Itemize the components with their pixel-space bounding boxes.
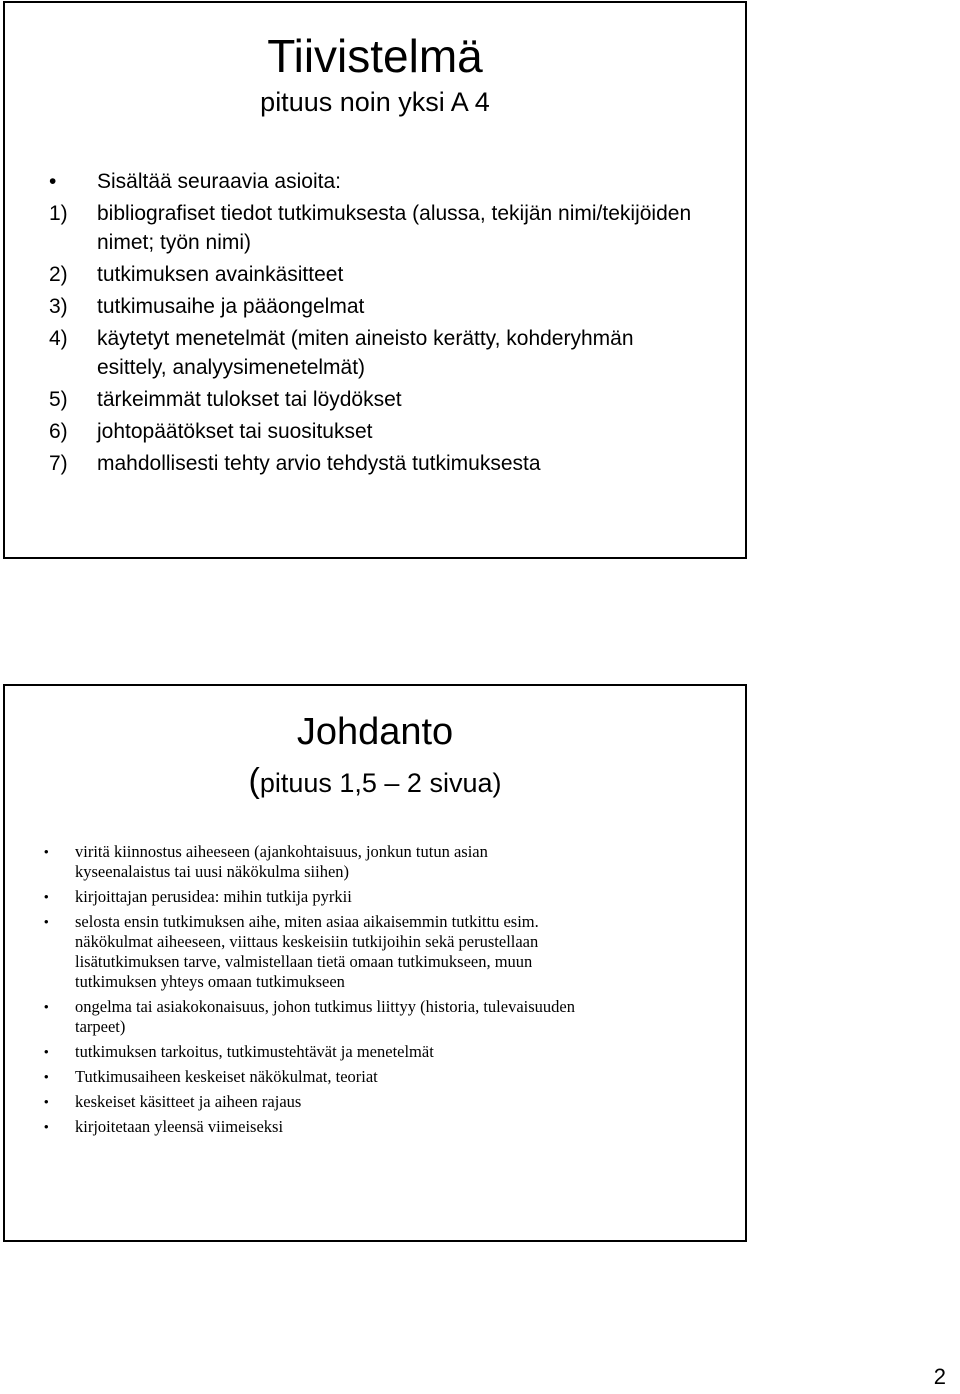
- list-item-text: keskeiset käsitteet ja aiheen rajaus: [75, 1092, 302, 1111]
- list-marker: 4): [49, 327, 68, 350]
- subtitle-paren: (: [248, 762, 260, 800]
- list-item-text: tärkeimmät tulokset tai löydökset: [97, 388, 402, 411]
- contents-list: [5, 167, 745, 481]
- bullet-icon: •: [44, 889, 49, 904]
- bullet-icon: •: [44, 914, 49, 929]
- bullet-icon: •: [44, 844, 49, 859]
- list-marker: 6): [49, 420, 68, 443]
- list-item-text: viritä kiinnostus aiheeseen (ajankohtaisuus, jonkun tutun asian kyseenalaistus tai uusi näkökulma siihen): [75, 842, 488, 881]
- list-item: [5, 324, 745, 382]
- list-item: [5, 292, 745, 321]
- list-item: [5, 997, 745, 1037]
- slide-title: Tiivistelmä: [267, 30, 483, 82]
- bullet-icon: •: [44, 1119, 49, 1134]
- list-item-text: käytetyt menetelmät (miten aineisto kerätty, kohderyhmän esittely, analyysimenetelmät): [97, 327, 634, 379]
- list-item-text: bibliografiset tiedot tutkimuksesta (alussa, tekijän nimi/tekijöiden nimet; työn nimi): [97, 202, 692, 254]
- list-item: [5, 887, 745, 907]
- bullet-icon: •: [44, 1094, 49, 1109]
- list-item: [5, 417, 745, 446]
- list-marker: 2): [49, 263, 68, 286]
- list-marker: 1): [49, 202, 68, 225]
- list-item: [5, 260, 745, 289]
- bullet-icon: •: [44, 1069, 49, 1084]
- list-item-text: johtopäätökset tai suositukset: [97, 420, 373, 443]
- bullet-icon: •: [44, 999, 49, 1014]
- list-item: [5, 912, 745, 992]
- list-item-text: Sisältää seuraavia asioita:: [97, 170, 341, 193]
- list-item: [5, 199, 745, 257]
- list-item-text: Tutkimusaiheen keskeiset näkökulmat, teoriat: [75, 1067, 378, 1086]
- subtitle-text: pituus 1,5 – 2 sivua): [259, 768, 502, 798]
- bullet-list: [5, 842, 745, 1142]
- list-marker: 5): [49, 388, 68, 411]
- list-item-text: kirjoitetaan yleensä viimeiseksi: [75, 1117, 284, 1136]
- list-item: [5, 1092, 745, 1112]
- slide-tiivistelma: [3, 1, 747, 559]
- bullet-icon: •: [44, 1044, 49, 1059]
- list-item: [5, 449, 745, 478]
- list-item: [5, 1042, 745, 1062]
- list-marker: 3): [49, 295, 68, 318]
- page-number: 2: [933, 1364, 946, 1389]
- list-item-text: tutkimuksen avainkäsitteet: [97, 263, 344, 286]
- list-item-text: ongelma tai asiakokonaisuus, johon tutkimus liittyy (historia, tulevaisuuden tarpeet): [75, 997, 575, 1036]
- list-item-text: tutkimusaihe ja pääongelmat: [97, 295, 365, 318]
- list-marker: 7): [49, 452, 68, 475]
- list-marker: •: [49, 170, 57, 193]
- list-item-text: tutkimuksen tarkoitus, tutkimustehtävät ja menetelmät: [75, 1042, 434, 1061]
- list-item: [5, 385, 745, 414]
- slide-johdanto: [3, 684, 747, 1242]
- list-item: [5, 842, 745, 882]
- list-item: [5, 1067, 745, 1087]
- list-item: [5, 1117, 745, 1137]
- slide-title: Johdanto: [296, 711, 454, 753]
- list-item-text: selosta ensin tutkimuksen aihe, miten asiaa aikaisemmin tutkittu esim. näkökulmat aiheeseen, viittaus keskeisiin tutkijoihin sekä perustellaan lisätutkimuksen tarve, valmistellaan tietä omaan tutkimukseen, muun tutkimuksen yhteys omaan tutkimukseen: [75, 912, 539, 991]
- slide-subtitle: pituus noin yksi A 4: [260, 87, 490, 117]
- slide-subtitle: [5, 764, 745, 798]
- list-item: [5, 167, 745, 196]
- list-item-text: kirjoittajan perusidea: mihin tutkija pyrkii: [75, 887, 352, 906]
- list-item-text: mahdollisesti tehty arvio tehdystä tutkimuksesta: [97, 452, 541, 475]
